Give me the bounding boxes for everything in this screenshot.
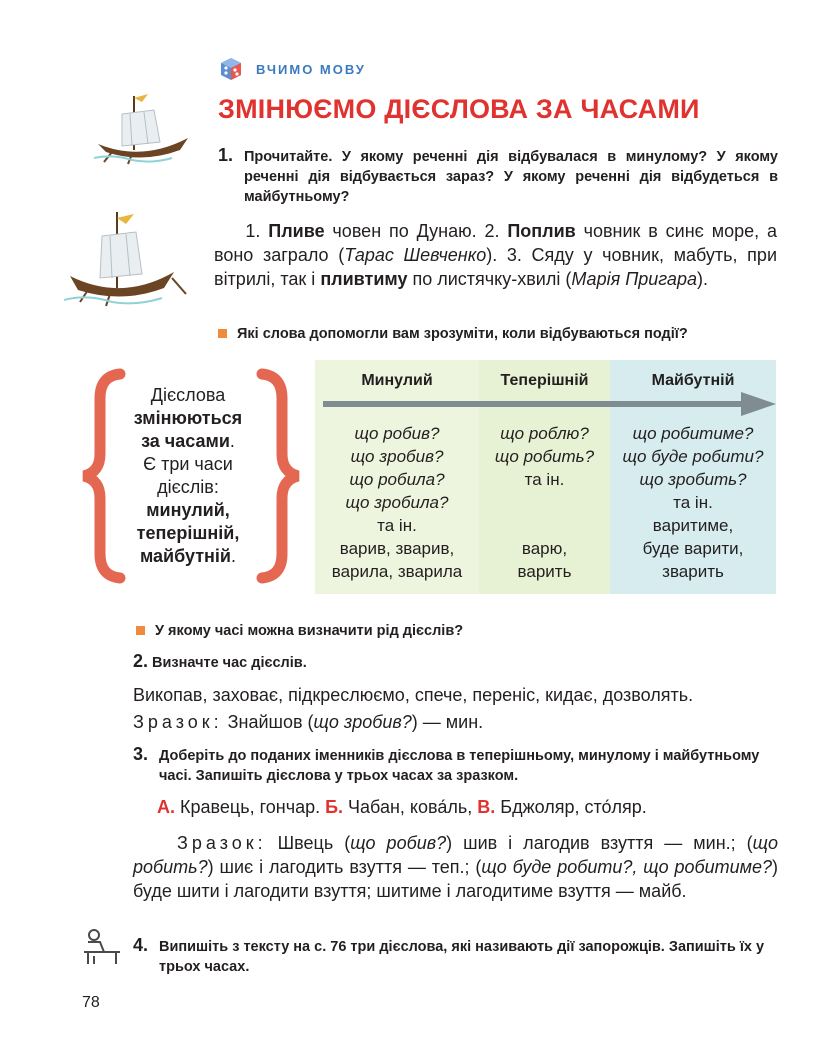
task-text: Прочитайте. У якому реченні дія відбувалася в минулому? У якому реченні дія відбувається зараз? У якому реченні дія відбудеться в майбутньому? (244, 149, 778, 205)
column-header: Теперішній (500, 372, 589, 389)
question-bullet (218, 324, 688, 344)
task-number: 2. (133, 651, 149, 671)
past-column: Минулий що робив? що зробив? що робила? що зробила? та ін. варив, зварив, варила, зварила (315, 360, 479, 594)
page-title: ЗМІНЮЄМО ДІЄСЛОВА ЗА ЧАСАМИ (218, 94, 700, 124)
task-3 (133, 746, 783, 786)
right-brace-icon (256, 368, 302, 584)
question-text: Які слова допомогли вам зрозуміти, коли відбуваються події? (237, 326, 688, 342)
bullet-icon (218, 329, 227, 338)
task-text: Доберіть до поданих іменників дієслова в теперішньому, минулому і майбутньому часі. Запишіть дієслова у трьох часах за зразком. (159, 748, 760, 784)
left-brace-icon (80, 368, 126, 584)
present-column: Теперішній що роблю? що робить? та ін. варю, варить (479, 360, 610, 594)
task-number: 3. (133, 744, 149, 764)
page-number: 78 (82, 994, 100, 1011)
task-text: Визначте час дієслів. (152, 655, 307, 671)
reading-passage: 1. Пливе човен по Дунаю. 2. Поплив човник в синє море, а воно заграло (Тарас Шевченко). 3. Сяду у човник, мабуть, при вітрилі, так і пливтиму по листячку-хвилі (Марія Пригара). (214, 221, 777, 289)
task-number: 1. (218, 145, 234, 165)
keyword: Поплив (507, 221, 576, 241)
section-label: ВЧИМО МОВУ (256, 61, 366, 77)
boat-illustration (92, 92, 202, 167)
task-4 (133, 937, 783, 977)
desk-work-icon (82, 928, 122, 966)
bullet-icon (136, 626, 145, 635)
cube-icon (218, 56, 244, 82)
exercise-words (133, 682, 783, 736)
keyword: пливтиму (320, 269, 408, 289)
tense-table (315, 360, 776, 594)
author: Марія Пригара (571, 269, 697, 289)
exercise-options: А. Кравець, гончар. Б. Чабан, кова́ль, В. Бджоляр, сто́ляр. (157, 797, 647, 817)
task-2 (133, 651, 307, 672)
keyword: Пливе (268, 221, 325, 241)
rule-text: Дієслова змінюються за часами. Є три часи дієслів: минулий, теперішній, майбутній. (133, 385, 243, 566)
author: Тарас Шевченко (344, 245, 487, 265)
section-header (218, 56, 366, 82)
question-bullet (136, 621, 463, 641)
timeline-arrow-icon (323, 392, 776, 416)
column-header: Минулий (361, 372, 433, 389)
task-text: Випишіть з тексту на с. 76 три дієслова, які називають дії запорожців. Запишіть їх у трьох часах. (159, 939, 765, 975)
column-header: Майбутній (651, 372, 735, 389)
sample-block: Зразок: Швець (що робив?) шив і лагодив взуття — мин.; (що робить?) шиє і лагодить взуття — теп.; (що буде робити?, що робитиме?) буде шити і лагодити взуття; шитиме і лагодитиме взуття — майб. (133, 833, 778, 901)
boat-illustration (62, 210, 192, 310)
question-text: У якому часі можна визначити рід дієслів? (155, 623, 464, 639)
word-list: Викопав, заховає, підкреслюємо, спече, переніс, кидає, дозволять. (133, 685, 694, 705)
future-column: Майбутній що робитиме? що буде робити? що зробить? та ін. варитиме, буде варити, зварить (610, 360, 776, 594)
task-1 (218, 147, 778, 207)
rule-box (80, 368, 302, 584)
task-number: 4. (133, 935, 149, 955)
sample-line: Зразок: Знайшов (що зробив?) — мин. (133, 712, 484, 732)
